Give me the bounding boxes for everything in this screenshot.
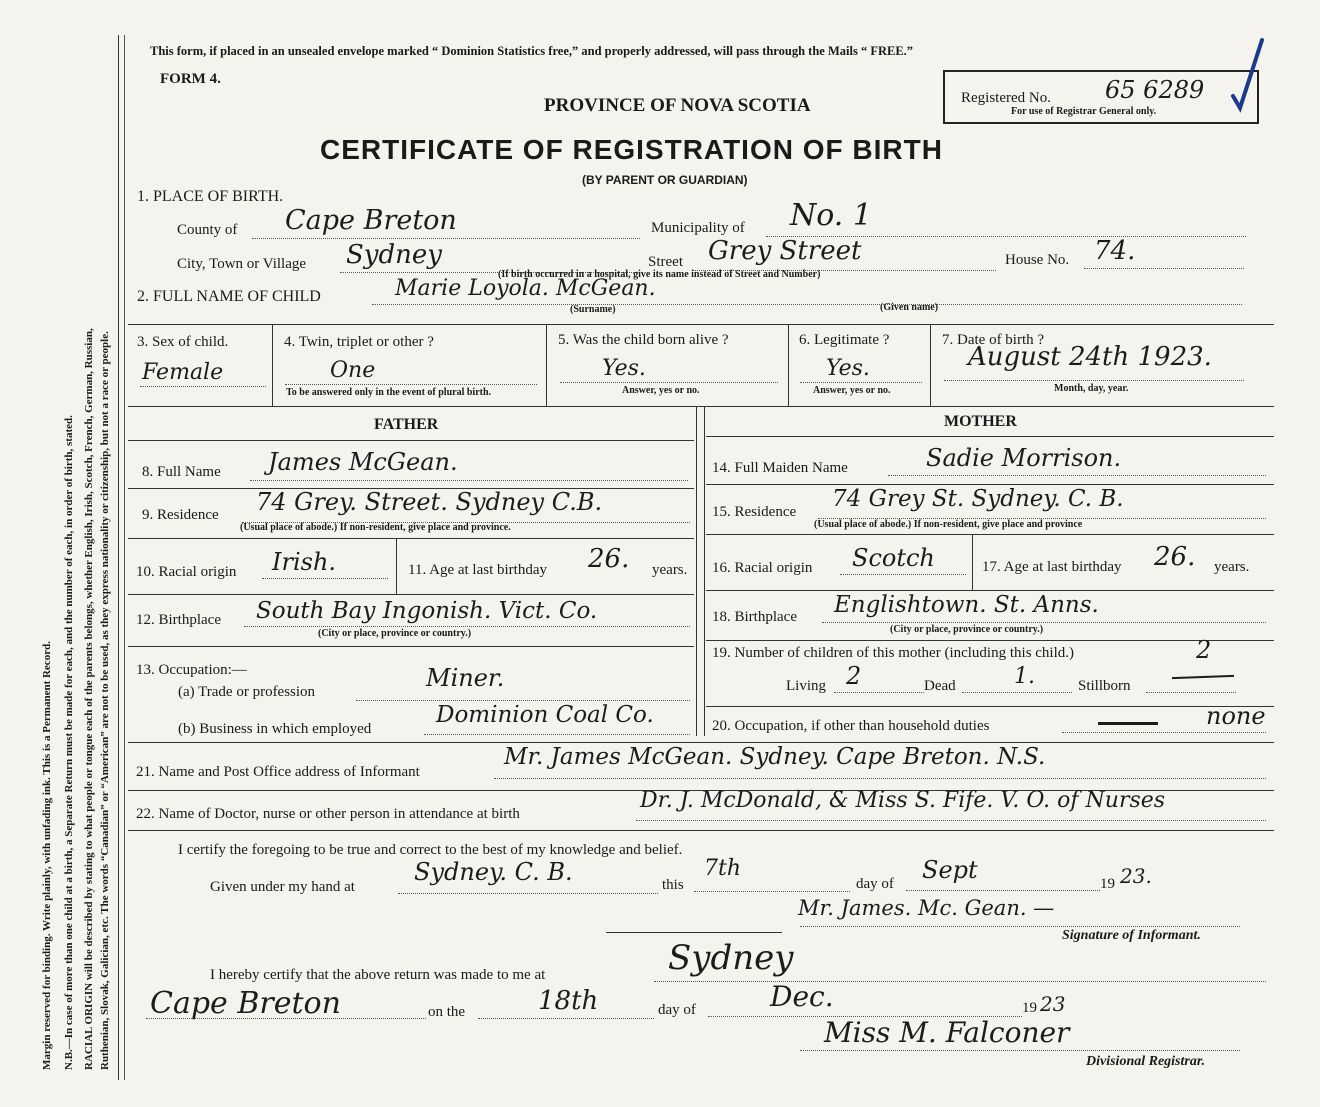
- dob-value: August 24th 1923.: [968, 342, 1212, 372]
- this-value: 7th: [704, 856, 742, 881]
- mother-residence-note: (Usual place of abode.) If non-resident, give place and province: [814, 519, 1083, 530]
- child-name-label: 2. FULL NAME OF CHILD: [137, 288, 321, 305]
- registrar-month: Dec.: [770, 980, 834, 1013]
- registrar-year: 23: [1040, 992, 1066, 1016]
- trade-value: Miner.: [426, 664, 505, 692]
- business-value: Dominion Coal Co.: [436, 702, 654, 728]
- father-name-label: 8. Full Name: [142, 464, 221, 480]
- living-label: Living: [786, 678, 826, 694]
- mother-age-label: 17. Age at last birthday: [982, 559, 1122, 575]
- mother-birthplace-label: 18. Birthplace: [712, 609, 797, 625]
- registrar-statement: I hereby certify that the above return was made to me at: [210, 967, 546, 983]
- stillborn-label: Stillborn: [1078, 678, 1131, 694]
- registered-value: 65 6289: [1105, 76, 1205, 104]
- sex-value: Female: [142, 360, 224, 385]
- margin-line-inner: [124, 35, 125, 1080]
- alive-value: Yes.: [602, 356, 646, 381]
- municipality-label: Municipality of: [651, 220, 745, 236]
- mail-notice: This form, if placed in an unsealed envelope marked “ Dominion Statistics free,” and properly addressed, will pass through the Mails “ FREE.”: [150, 44, 914, 58]
- father-birthplace-label: 12. Birthplace: [136, 612, 221, 628]
- mother-occupation-value: none: [1206, 702, 1266, 730]
- father-age-value: 26.: [588, 544, 630, 574]
- city-label: City, Town or Village: [177, 256, 307, 272]
- mother-racial-label: 16. Racial origin: [712, 560, 813, 576]
- given-place: Sydney. C. B.: [414, 858, 573, 886]
- on-the-label: on the: [428, 1004, 466, 1020]
- page-subtitle: (BY PARENT OR GUARDIAN): [582, 173, 748, 187]
- alive-label: 5. Was the child born alive ?: [558, 332, 729, 348]
- page-title: CERTIFICATE OF REGISTRATION OF BIRTH: [320, 134, 943, 165]
- given-label: Given under my hand at: [210, 879, 355, 895]
- form-number: FORM 4.: [160, 71, 221, 87]
- municipality-value: No. 1: [790, 198, 872, 233]
- registrar-day: 18th: [538, 986, 599, 1016]
- side-note-2: N.B.—In case of more than one child at a birth, a Separate Return must be made for each, and the number of each, in order of birth, stated.: [63, 415, 75, 1070]
- registrar-year-prefix: 19: [1022, 1000, 1037, 1016]
- blue-check-mark: [1228, 36, 1268, 116]
- hospital-note: (If birth occurred in a hospital, give its name instead of Street and Number): [498, 269, 821, 280]
- father-name-value: James McGean.: [268, 448, 458, 476]
- mother-age-value: 26.: [1154, 542, 1196, 572]
- father-residence-note: (Usual place of abode.) If non-resident, give place and province.: [240, 522, 511, 533]
- dob-note: Month, day, year.: [1054, 383, 1129, 394]
- registered-note: For use of Registrar General only.: [1011, 106, 1157, 117]
- province-title: PROVINCE OF NOVA SCOTIA: [544, 95, 811, 116]
- house-value: 74.: [1094, 236, 1136, 266]
- father-age-unit: years.: [652, 562, 688, 578]
- doctor-value: Dr. J. McDonald, & Miss S. Fife. V. O. of Nurses: [640, 788, 1166, 813]
- father-occupation-label: 13. Occupation:—: [136, 662, 247, 678]
- twin-value: One: [330, 358, 376, 383]
- mother-birthplace-note: (City or place, province or country.): [890, 624, 1044, 635]
- dead-label: Dead: [924, 678, 956, 694]
- sex-label: 3. Sex of child.: [137, 334, 229, 350]
- father-birthplace-note: (City or place, province or country.): [318, 628, 472, 639]
- mother-heading: MOTHER: [944, 413, 1017, 430]
- mother-occupation-label: 20. Occupation, if other than household duties: [712, 718, 990, 734]
- informant-label: 21. Name and Post Office address of Informant: [136, 764, 420, 780]
- registrar-signature-label: Divisional Registrar.: [1086, 1054, 1206, 1069]
- row-divider: [128, 324, 1274, 325]
- twin-label: 4. Twin, triplet or other ?: [284, 334, 434, 350]
- business-label: (b) Business in which employed: [178, 721, 372, 737]
- father-racial-value: Irish.: [272, 548, 337, 576]
- child-name-value: Marie Loyola. McGean.: [395, 276, 656, 301]
- father-residence-value: 74 Grey. Street. Sydney C.B.: [256, 488, 603, 516]
- dob-label: 7. Date of birth ?: [942, 332, 1045, 348]
- mother-name-label: 14. Full Maiden Name: [712, 460, 848, 476]
- registrar-place-2: Cape Breton: [150, 986, 341, 1021]
- registered-label: Registered No.: [961, 90, 1051, 106]
- place-heading: 1. PLACE OF BIRTH.: [137, 188, 284, 205]
- house-label: House No.: [1005, 252, 1070, 268]
- registrar-signature: Miss M. Falconer: [824, 1016, 1070, 1049]
- registrar-day-of-label: day of: [658, 1002, 696, 1018]
- legitimate-value: Yes.: [826, 356, 870, 381]
- certify-statement: I certify the foregoing to be true and correct to the best of my knowledge and belief.: [178, 842, 683, 858]
- county-value: Cape Breton: [285, 205, 457, 236]
- alive-note: Answer, yes or no.: [622, 385, 700, 396]
- city-value: Sydney: [346, 240, 442, 270]
- informant-signature-label: Signature of Informant.: [1062, 928, 1201, 943]
- county-label: County of: [177, 222, 238, 238]
- side-note-3: RACIAL ORIGIN will be described by stating to what people or tongue each of the parents belongs, whether English, Irish, Scotch, French, German, Russian,: [83, 328, 95, 1070]
- father-age-label: 11. Age at last birthday: [408, 562, 547, 578]
- father-residence-label: 9. Residence: [142, 507, 219, 523]
- year-prefix: 19: [1100, 876, 1115, 892]
- side-note-1: Margin reserved for binding. Write plainly, with unfading ink. This is a Permanent Record.: [41, 641, 53, 1070]
- children-count-label: 19. Number of children of this mother (including this child.): [712, 645, 1075, 661]
- registrar-place-1: Sydney: [668, 938, 794, 978]
- twin-note: To be answered only in the event of plural birth.: [286, 387, 492, 398]
- father-birthplace-value: South Bay Ingonish. Vict. Co.: [256, 598, 598, 624]
- stillborn-dash: [1172, 675, 1234, 679]
- living-value: 2: [846, 662, 862, 690]
- mother-racial-value: Scotch: [852, 544, 935, 572]
- doctor-label: 22. Name of Doctor, nurse or other person in attendance at birth: [136, 806, 520, 822]
- month-value: Sept: [922, 856, 978, 884]
- informant-signature: Mr. James. Mc. Gean. —: [798, 896, 1055, 920]
- street-value: Grey Street: [708, 236, 862, 266]
- legitimate-label: 6. Legitimate ?: [799, 332, 890, 348]
- day-of-label: day of: [856, 876, 894, 892]
- mother-age-unit: years.: [1214, 559, 1250, 575]
- mother-residence-label: 15. Residence: [712, 504, 797, 520]
- mother-birthplace-value: Englishtown. St. Anns.: [834, 592, 1099, 618]
- registered-box: [943, 70, 1259, 124]
- street-label: Street: [648, 254, 683, 270]
- trade-label: (a) Trade or profession: [178, 684, 316, 700]
- mother-residence-value: 74 Grey St. Sydney. C. B.: [832, 486, 1124, 512]
- children-count-value: 2: [1196, 636, 1212, 664]
- father-racial-label: 10. Racial origin: [136, 564, 237, 580]
- legitimate-note: Answer, yes or no.: [813, 385, 891, 396]
- surname-note: (Surname): [570, 304, 616, 315]
- given-name-note: (Given name): [880, 302, 939, 313]
- margin-line: [118, 35, 119, 1080]
- year-value: 23.: [1120, 864, 1152, 888]
- column-divider: [696, 406, 697, 736]
- side-note-4: Ruthenian, Slovak, Galician, etc. The words “Canadian” or “American” are not to be used, as they express nationality or citizenship, but not a race or people.: [99, 331, 111, 1070]
- father-heading: FATHER: [374, 416, 439, 433]
- this-label: this: [662, 877, 684, 893]
- dead-value: 1.: [1014, 664, 1035, 689]
- free-label: “ FREE.”: [860, 44, 914, 58]
- informant-value: Mr. James McGean. Sydney. Cape Breton. N.S.: [504, 744, 1046, 770]
- occupation-dash: [1098, 722, 1158, 725]
- mother-name-value: Sadie Morrison.: [926, 444, 1122, 472]
